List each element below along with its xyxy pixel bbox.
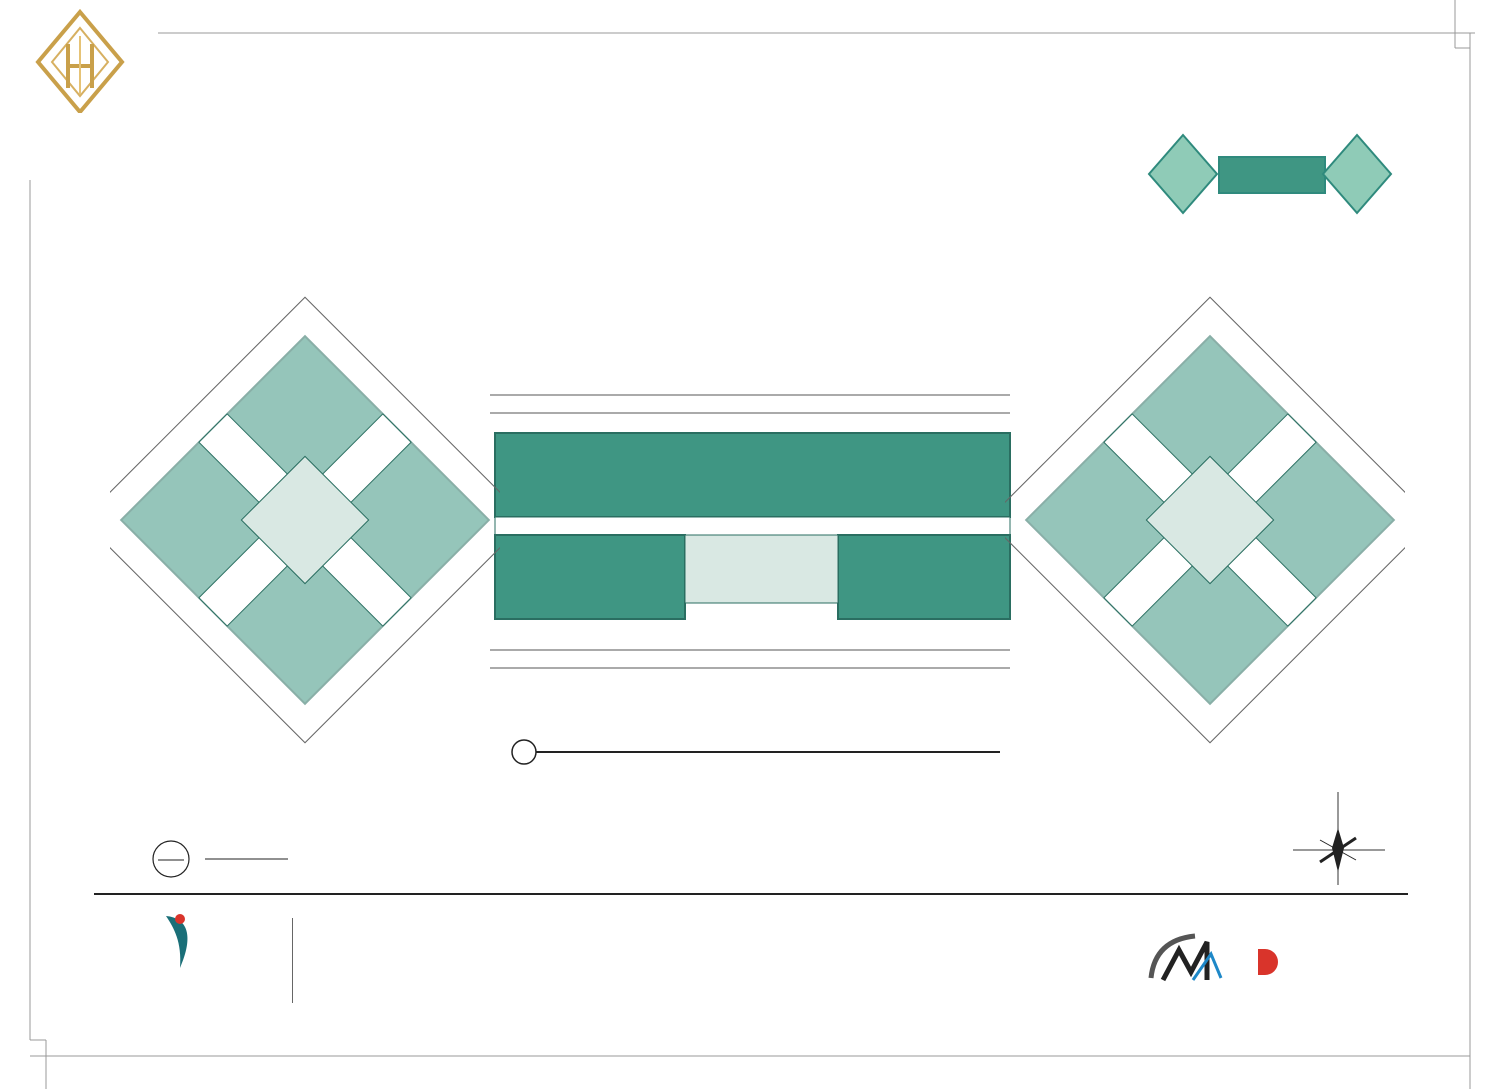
north-arrow <box>1290 780 1390 890</box>
thuduc-house-logo <box>1145 930 1230 992</box>
block-left-plan <box>110 285 500 755</box>
drawing-caption <box>505 725 1015 785</box>
centum-wealth-leaf-icon <box>160 910 200 970</box>
note-legend <box>150 838 300 880</box>
duc-hung-logo <box>18 8 143 158</box>
block-right-plan <box>1005 285 1405 755</box>
location-map <box>1145 130 1405 245</box>
diamond-building-icon <box>18 8 143 113</box>
footer-divider <box>94 893 1408 895</box>
block-a1-plan <box>480 375 1020 690</box>
footer-vertical-divider <box>292 918 293 1003</box>
